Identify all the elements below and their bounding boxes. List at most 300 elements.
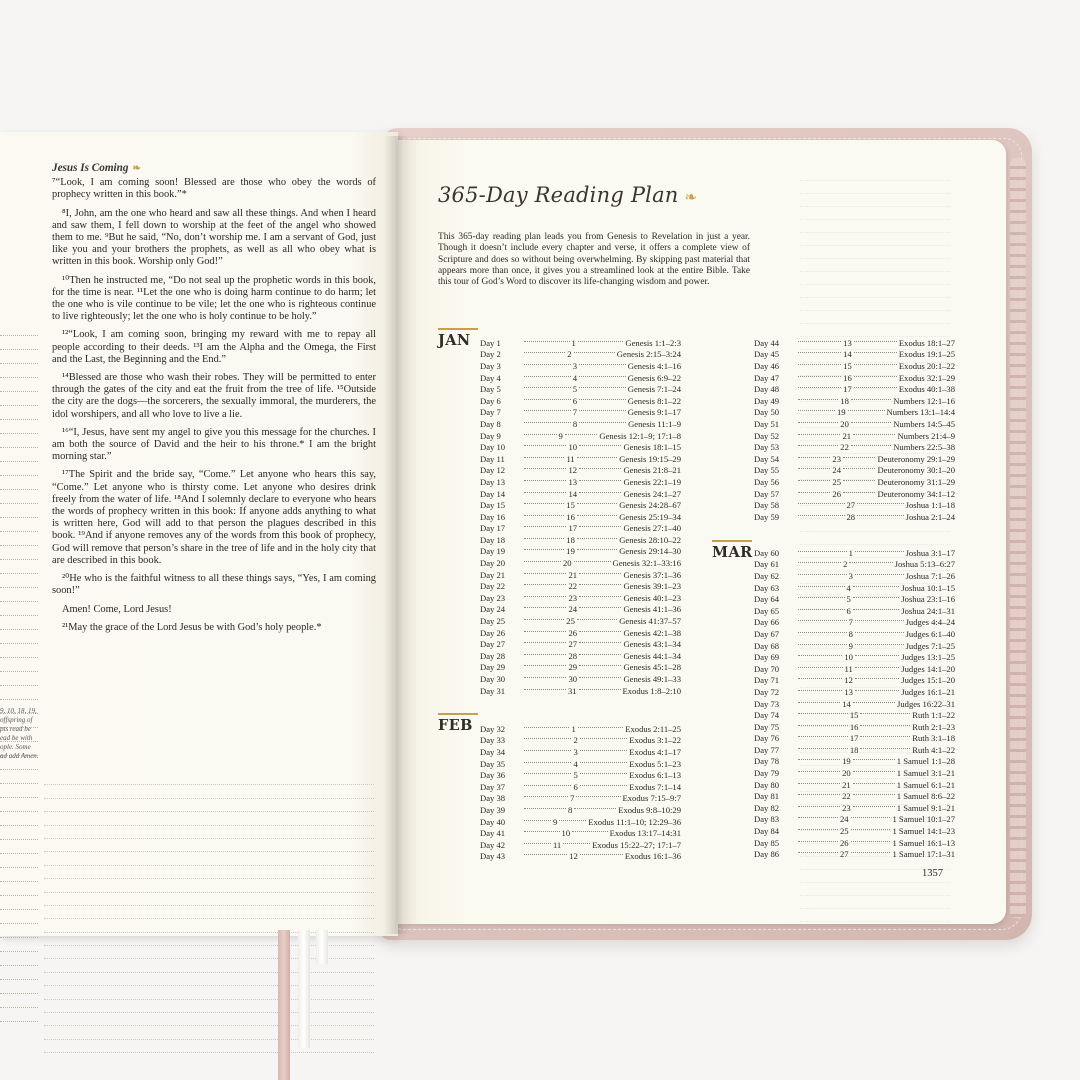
month-mar-label: MAR [712,544,753,561]
date-number: 21 [842,430,852,441]
date-number: 11 [552,839,562,850]
dot-leader [798,597,845,598]
month-jan-label: JAN [438,332,471,349]
ribbon-marker-white-short [316,930,328,964]
dot-leader [853,597,900,598]
dot-leader [524,796,568,797]
date-number: 26 [568,627,578,638]
verse-paragraph: ¹⁴Blessed are those who wash their robes. They will be permitted to enter through the gates of the city and eat the fruit from the tree of life. ¹⁵Outside the city are the dogs—the sorcerers, the sexually immoral, the murderers, the idol worshipers, and all who love to live a lie. [52,372,376,420]
ruled-line [44,852,374,865]
date-number: 7 [848,617,853,628]
ruled-line [800,168,950,181]
dot-leader [524,607,566,608]
schedule-row [480,569,681,581]
dot-leader [524,631,566,632]
ruled-line [800,194,950,207]
date-number: 14 [568,488,578,499]
date-number: 22 [568,581,578,592]
ruled-line [0,616,38,630]
day-label: Day 54 [754,453,780,464]
day-label: Day 40 [480,816,506,827]
ruled-line [0,364,38,378]
date-number: 6 [573,781,578,792]
scripture-reference: Exodus 3:1–22 [629,735,682,746]
day-label: Day 42 [480,839,506,850]
date-number: 13 [843,337,852,348]
scripture-reference: Judges 16:1–21 [901,686,955,697]
schedule-row [480,816,681,828]
date-number: 10 [561,828,571,839]
scripture-reference: Joshua 3:1–17 [905,547,955,558]
dot-leader [798,759,840,760]
schedule-mar [754,547,955,860]
schedule-row [480,638,681,650]
scripture-reference: Deuteronomy 34:1–12 [877,488,956,499]
day-label: Day 82 [754,802,780,813]
dot-leader [580,854,623,855]
schedule-row [480,650,681,662]
ruled-line [0,406,38,420]
schedule-row [754,547,955,559]
day-label: Day 48 [754,384,780,395]
dot-leader [851,445,891,446]
dot-leader [524,738,571,739]
dot-leader [798,852,838,853]
schedule-row [754,395,955,407]
date-number: 13 [568,476,578,487]
dot-leader [524,762,571,763]
scripture-reference: Genesis 41:37–57 [619,616,682,627]
scripture-reference: Joshua 10:1–15 [901,582,956,593]
dot-leader [855,644,904,645]
date-number: 31 [567,685,577,696]
day-label: Day 46 [754,360,780,371]
dot-leader [579,689,621,690]
schedule-row [480,465,681,477]
schedule-row [480,781,681,793]
scripture-reference: Genesis 22:1–19 [623,476,681,487]
ruled-line [0,798,38,812]
day-label: Day 12 [480,465,506,476]
dot-leader [798,829,838,830]
footnote-fragment: ople. Some [0,743,31,751]
ruled-line [0,462,38,476]
day-label: Day 51 [754,418,780,429]
schedule-row [754,476,955,488]
schedule-row [754,733,955,745]
date-number: 23 [832,453,842,464]
date-number: 21 [842,779,851,790]
dot-leader [854,387,897,388]
dot-leader [853,759,895,760]
ruled-line [0,630,38,644]
ruled-line [0,938,38,952]
day-label: Day 13 [480,476,506,487]
schedule-row [480,627,681,639]
dot-leader [854,341,897,342]
ruled-line [0,812,38,826]
ruled-line [800,233,950,246]
ruled-line [0,546,38,560]
dot-leader [851,841,891,842]
ruled-line [800,246,950,259]
dot-leader [524,468,566,469]
verse-paragraph: ⁸I, John, am the one who heard and saw all these things. And when I heard and saw them, I fell down to worship at the feet of the angel who showed them to me. ⁹But he said, “No, don’t worship me. I am a servant of God, just like you and your brothers the prophets, as well as all who obey what is written in this book. Worship only God!” [52,207,376,268]
day-label: Day 25 [480,616,506,627]
ruled-line [44,866,374,879]
ribbon-marker-pink [278,930,290,1080]
date-number: 24 [832,465,842,476]
day-label: Day 44 [754,337,780,348]
date-number: 5 [846,594,851,605]
date-number: 15 [566,500,575,511]
scripture-reference: Joshua 24:1–31 [901,605,956,616]
dot-leader [853,434,895,435]
dot-leader [524,831,560,832]
verse-paragraph: ²⁰He who is the faithful witness to all these things says, “Yes, I am coming soon!” [52,573,376,597]
day-label: Day 73 [754,698,780,709]
day-label: Day 62 [754,570,780,581]
date-number: 6 [572,395,578,406]
day-label: Day 43 [480,851,506,862]
scripture-reference: Genesis 24:1–27 [623,488,681,499]
day-label: Day 14 [480,488,506,499]
ruled-line [0,644,38,658]
dot-leader [579,526,621,527]
schedule-row [480,685,681,697]
ruled-line [800,532,950,545]
schedule-row [480,557,681,569]
dot-leader [579,631,621,632]
ruled-line [800,896,950,909]
ruled-line [44,973,374,986]
dot-leader [798,515,845,516]
verse-paragraph: ¹⁰Then he instructed me, “Do not seal up the prophetic words in this book, for the time is near. ¹¹Let the one who is doing harm continue to do harm; let the one who is vile continue to be vile; let the one who is righteous continue to live righteously; let the one who is holy continue to be holy.” [52,274,376,323]
day-label: Day 30 [480,674,506,685]
ruled-line [44,1000,374,1013]
dot-leader [524,820,551,821]
date-number: 9 [558,430,563,441]
month-feb-label: FEB [438,717,473,734]
schedule-row [480,499,681,511]
schedule-row [754,605,955,617]
dot-leader [574,561,611,562]
ruled-line [800,272,950,285]
day-label: Day 4 [480,372,501,383]
scripture-reference: Judges 15:1–20 [901,675,955,686]
dot-leader [798,574,847,575]
ruled-line [0,504,38,518]
schedule-row [480,407,681,419]
day-label: Day 60 [754,547,780,558]
schedule-row [480,769,681,781]
schedule-row [480,580,681,592]
date-number: 3 [572,360,578,371]
date-number: 20 [840,418,849,429]
day-label: Day 72 [754,686,780,697]
schedule-row [754,640,955,652]
dot-leader [578,727,623,728]
day-label: Day 6 [480,395,501,406]
dot-leader [798,702,840,703]
dot-leader [798,457,830,458]
footnote-fragment: offspring of [0,716,33,724]
ruled-line [0,490,38,504]
schedule-row [754,465,955,477]
day-label: Day 63 [754,582,780,593]
date-number: 20 [562,558,572,569]
dot-leader [524,422,571,423]
scripture-reference: Exodus 40:1–38 [898,384,956,395]
dot-leader [798,376,841,377]
date-number: 18 [840,395,849,406]
ribbon-marker-white [298,930,310,1048]
dot-leader [579,480,621,481]
dot-leader [574,808,616,809]
ruled-line [0,574,38,588]
dot-leader [524,376,571,377]
dot-leader [559,820,586,821]
ruled-line [800,220,950,233]
dot-leader [798,644,847,645]
scripture-reference: Judges 7:1–25 [905,640,955,651]
date-number: 5 [572,384,578,395]
scripture-reference: Ruth 4:1–22 [912,744,956,755]
scripture-reference: Exodus 18:1–27 [898,337,956,348]
dot-leader [524,854,567,855]
dot-leader [577,503,617,504]
day-label: Day 86 [754,849,780,860]
scripture-reference: Genesis 39:1–23 [623,581,681,592]
dot-leader [524,549,564,550]
date-number: 11 [566,453,575,464]
dot-leader [851,852,891,853]
day-label: Day 52 [754,430,780,441]
ruled-line [44,1040,374,1053]
dot-leader [579,654,621,655]
dot-leader [798,352,841,353]
schedule-row [754,698,955,710]
dot-leader [843,457,875,458]
dot-leader [524,434,557,435]
scripture-reference: Exodus 32:1–29 [898,372,956,383]
date-number: 9 [552,816,558,827]
schedule-row [480,418,681,430]
verse-paragraph: ⁷“Look, I am coming soon! Blessed are those who obey the words of prophecy written in this book.”* [52,177,376,201]
day-label: Day 41 [480,828,506,839]
section-heading [52,162,376,175]
day-label: Day 79 [754,768,780,779]
schedule-row [480,758,681,770]
day-label: Day 21 [480,569,506,580]
dot-leader [577,515,617,516]
ruled-line [44,839,374,852]
dot-leader [577,619,617,620]
dot-leader [524,492,566,493]
date-number: 17 [843,384,852,395]
scripture-reference: Genesis 2:15–3:24 [616,349,682,360]
day-label: Day 8 [480,418,501,429]
dot-leader [524,689,566,690]
schedule-row [754,628,955,640]
date-number: 12 [844,675,853,686]
page-number: 1357 [922,868,943,879]
date-number: 23 [568,592,578,603]
dot-leader [848,410,885,411]
schedule-row [480,673,681,685]
dot-leader [565,434,598,435]
day-label: Day 27 [480,639,506,650]
dot-leader [798,341,841,342]
schedule-row [754,360,955,372]
date-number: 16 [843,372,852,383]
schedule-row [754,848,955,860]
scripture-reference: 1 Samuel 10:1–27 [892,814,956,825]
ruled-line [800,181,950,194]
schedule-row [754,593,955,605]
date-number: 30 [568,674,578,685]
date-number: 25 [566,616,575,627]
scripture-reference: Exodus 6:1–13 [629,770,682,781]
scripture-reference: Deuteronomy 31:1–29 [877,476,956,487]
dot-leader [524,642,566,643]
ruled-line [800,311,950,324]
day-label: Day 56 [754,476,780,487]
scripture-reference: Exodus 15:22–27; 17:1–7 [592,839,681,850]
ruled-line [44,1013,374,1026]
day-label: Day 16 [480,511,506,522]
dot-leader [579,445,621,446]
dot-leader [579,584,621,585]
day-label: Day 71 [754,675,780,686]
dot-leader [855,667,900,668]
dot-leader [843,492,875,493]
section-heading-label: Jesus Is Coming [52,162,129,174]
scripture-reference: Judges 4:4–24 [905,617,955,628]
scripture-reference: 1 Samuel 16:1–13 [892,837,956,848]
scripture-reference: Genesis 24:28–67 [619,500,682,511]
schedule-row [480,851,681,863]
scripture-reference: Numbers 14:5–45 [893,418,956,429]
dot-leader [524,573,566,574]
ruled-line [0,868,38,882]
date-number: 25 [832,476,842,487]
schedule-row [480,615,681,627]
schedule-row [480,523,681,535]
date-number: 26 [839,837,849,848]
day-label: Day 19 [480,546,506,557]
dot-leader [524,503,564,504]
ruled-line [0,882,38,896]
dot-leader [524,619,564,620]
leaf-ornament-icon: ❧ [684,188,698,206]
scripture-reference: Numbers 12:1–16 [893,395,956,406]
scripture-reference: Genesis 9:1–17 [627,407,681,418]
ruled-line [0,980,38,994]
day-label: Day 55 [754,465,780,476]
scripture-reference: Genesis 45:1–28 [623,662,681,673]
schedule-row [754,617,955,629]
ruled-line [44,785,374,798]
day-label: Day 70 [754,663,780,674]
dot-leader [524,352,565,353]
dot-leader [578,341,624,342]
ruled-line [44,772,374,785]
ruled-line [44,893,374,906]
dot-leader [524,387,571,388]
ruled-line [0,434,38,448]
day-label: Day 22 [480,581,506,592]
scripture-reference: Joshua 7:1–26 [905,570,955,581]
dot-leader [798,783,840,784]
dot-leader [851,817,891,818]
scripture-reference: Genesis 21:8–21 [623,465,681,476]
schedule-row [480,476,681,488]
footnote-fragment: 9, 10, 18, 19, [0,707,37,715]
day-label: Day 49 [754,395,780,406]
verse-paragraph: ²¹May the grace of the Lord Jesus be with God’s holy people.* [62,621,322,633]
dot-leader [853,783,895,784]
dot-leader [798,620,847,621]
date-number: 16 [849,721,859,732]
day-label: Day 80 [754,779,780,790]
date-number: 28 [568,650,578,661]
scripture-reference: Judges 13:1–25 [901,652,955,663]
dot-leader [579,399,626,400]
scripture-reference: Exodus 7:1–14 [629,781,682,792]
scripture-reference: Joshua 23:1–16 [901,594,956,605]
schedule-row [754,744,955,756]
dot-leader [574,352,615,353]
scripture-reference: Genesis 8:1–22 [627,395,681,406]
scripture-reference: Exodus 19:1–25 [898,349,956,360]
day-label: Day 74 [754,710,780,721]
dot-leader [851,422,891,423]
ruled-line [0,448,38,462]
day-label: Day 38 [480,793,506,804]
ruled-line [800,298,950,311]
dot-leader [843,480,875,481]
day-label: Day 5 [480,384,501,395]
day-label: Day 64 [754,594,780,605]
dot-leader [798,667,843,668]
day-label: Day 57 [754,488,780,499]
date-number: 1 [571,337,576,348]
day-label: Day 77 [754,744,780,755]
ruled-line [0,910,38,924]
dot-leader [855,620,904,621]
dot-leader [798,632,847,633]
dot-leader [798,736,848,737]
dot-leader [798,445,838,446]
day-label: Day 31 [480,685,506,696]
ruled-line [0,588,38,602]
schedule-row [480,546,681,558]
scripture-reference: Deuteronomy 30:1–20 [877,465,956,476]
dot-leader [579,410,626,411]
ruled-line [0,966,38,980]
dot-leader [579,422,626,423]
schedule-row [754,453,955,465]
day-label: Day 29 [480,662,506,673]
day-label: Day 58 [754,500,780,511]
date-number: 26 [832,488,842,499]
schedule-row [754,570,955,582]
schedule-row [480,337,681,349]
schedule-row [754,559,955,571]
day-label: Day 2 [480,349,501,360]
reading-plan-title-text: 365-Day Reading Plan [438,183,679,207]
